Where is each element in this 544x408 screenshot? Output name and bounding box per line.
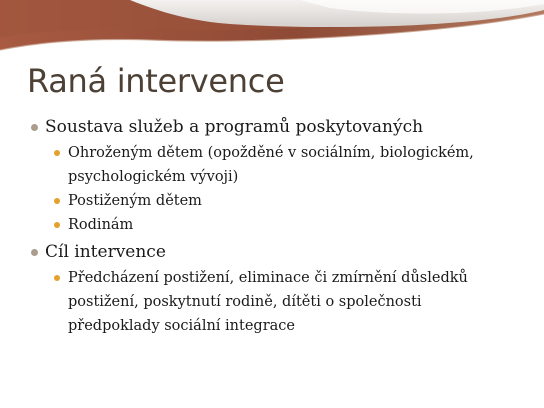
sub-bullet-list xyxy=(45,141,544,237)
bullet-list xyxy=(0,116,544,338)
header-decoration xyxy=(0,0,544,60)
bullet-marker xyxy=(31,249,38,256)
sub-bullet-marker xyxy=(54,222,60,228)
sub-bullet-item xyxy=(45,213,508,237)
sub-bullet-marker xyxy=(54,150,60,156)
slide-title: Raná intervence xyxy=(27,62,285,100)
bullet-text: Soustava služeb a programů poskytovaných xyxy=(45,117,424,137)
sub-bullet-text: Ohroženým dětem (opožděné v sociálním, biologickém, psychologickém vývoji) xyxy=(68,145,474,185)
sub-bullet-marker xyxy=(54,275,60,281)
sub-bullet-marker xyxy=(54,198,60,204)
sub-bullet-text: Rodinám xyxy=(68,217,134,233)
sub-bullet-item xyxy=(45,266,508,338)
sub-bullet-item xyxy=(45,141,508,189)
sub-bullet-item xyxy=(45,189,508,213)
sub-bullet-list xyxy=(45,266,544,338)
bullet-item xyxy=(0,116,544,237)
bullet-marker xyxy=(31,124,38,131)
bullet-item xyxy=(0,241,544,338)
sub-bullet-text: Předcházení postižení, eliminace či zmírnění důsledků postižení, poskytnutí rodině, dítěti o společnosti předpoklady sociální integrace xyxy=(68,270,468,334)
sub-bullet-text: Postiženým dětem xyxy=(68,193,202,209)
bullet-text: Cíl intervence xyxy=(45,242,166,262)
